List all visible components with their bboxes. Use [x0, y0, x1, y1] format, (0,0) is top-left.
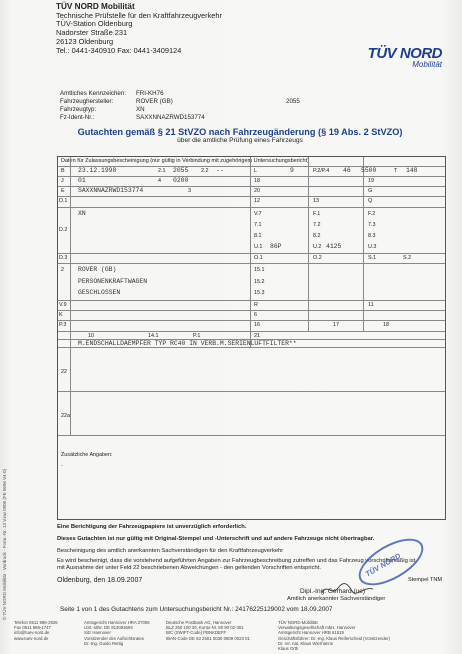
form-line	[58, 263, 445, 264]
form-line	[58, 176, 445, 177]
header-line: Technische Prüfstelle für den Kraftfahrzeugverkehr	[56, 10, 222, 20]
footer-line: Fax 0511 986-1747	[14, 625, 51, 631]
type-value: XN	[78, 210, 86, 217]
body-value: GESCHLOSSEN	[78, 289, 121, 296]
field-label: F.1	[313, 211, 321, 217]
class-value: PERSONENKRAFTWAGEN	[78, 278, 148, 285]
field-label: 20	[254, 188, 260, 194]
field-label: 16	[254, 322, 260, 328]
vehicle-value: SAXXNNAZRWD153774	[136, 114, 205, 121]
title-sub: über die amtliche Prüfung eines Fahrzeugs	[177, 137, 303, 144]
field-value: 9	[290, 167, 294, 174]
form-line	[58, 331, 445, 332]
header-line: TÜV-Station Oldenburg	[56, 19, 133, 29]
field-label: 18	[383, 322, 389, 328]
vehicle-extra: 2055	[286, 98, 300, 105]
field-label: P.3	[59, 322, 67, 328]
field-label: 14.1	[148, 333, 159, 339]
field-label: 11	[368, 302, 374, 308]
field-label: D.3	[59, 255, 68, 261]
form-line	[58, 320, 445, 321]
vehicle-value: ROVER (GB)	[136, 98, 173, 105]
vehicle-label: Fz-Ident-Nr.:	[60, 114, 95, 121]
form-line	[58, 391, 445, 392]
remark-22-value: M.ENDSCHALLDAEMPFER TYP RC40 IN VERB.M.SERIENLUFTFILTER**	[78, 340, 297, 347]
form-vline	[70, 157, 71, 435]
field-label: 7.1	[254, 222, 262, 228]
page-reference: Seite 1 von 1 des Gutachtens zum Untersuchungsbericht Nr.: 24176225129002 vom 18.09.2007	[60, 606, 333, 613]
berichtigung-text	[57, 524, 447, 531]
footer-line: BLZ 250 100 30, Konto-Nr. 80 90 02-301	[166, 625, 244, 631]
vehicle-info	[60, 90, 300, 122]
field-label: 4	[158, 178, 161, 184]
field-value: 01	[78, 177, 86, 184]
field-value: 0200	[173, 177, 189, 184]
footer-col-3	[166, 620, 250, 641]
field-label: 8.2	[313, 233, 321, 239]
vehicle-row	[60, 114, 300, 122]
footer-line: Dr. rer. nat. Klaus Wierhanns	[278, 640, 333, 646]
form-line	[58, 207, 445, 208]
form-vline	[363, 157, 364, 331]
field-value: 5500	[361, 167, 377, 174]
footer-col-2	[84, 620, 150, 646]
berichtigung: Eine Berichtigung der Fahrzeugpapiere ist unverzüglich erforderlich.	[57, 524, 247, 530]
footer-line: Geschäftsführer: Dr.-Ing. Klaus Reiferscheid (Vorsitzender)	[278, 635, 391, 641]
field-label: B	[61, 168, 65, 174]
field-label: S.1	[368, 255, 377, 261]
footer-line: BIC (SWIFT-Code) PBNKDEFF	[166, 630, 227, 636]
logo-mark: TÜV NORD	[367, 45, 442, 62]
field-label: 17	[333, 322, 339, 328]
manufacturer-value: ROVER (GB)	[78, 266, 117, 273]
logo-sub: Mobilität	[412, 60, 442, 69]
field-label: 7.3	[368, 222, 376, 228]
field-label: L	[254, 168, 257, 174]
footer-line: Amtsgericht Hannover HRA 27006	[84, 620, 150, 625]
form-line	[58, 347, 445, 348]
field-label: 6	[254, 312, 257, 318]
field-label: R	[254, 302, 258, 308]
footer-line: Sitz Hannover	[84, 630, 111, 636]
field-label: 18	[254, 178, 260, 184]
field-label: O.1	[254, 255, 263, 261]
footer-col-1	[14, 620, 58, 641]
form-vline	[250, 157, 251, 347]
form-line	[58, 196, 445, 197]
footer-line: info@tuev-nord.de	[14, 630, 50, 636]
vehicle-label: Fahrzeugtyp:	[60, 106, 97, 113]
footer-line: Vorsitzender des Aufsichtsrates	[84, 635, 144, 641]
field-value: 148	[406, 167, 418, 174]
vehicle-value: XN	[136, 106, 145, 113]
field-label: 21	[254, 333, 260, 339]
expert-title: Amtlich anerkannter Sachverständiger	[287, 596, 386, 602]
form-line	[58, 300, 445, 301]
field-label: 19	[368, 178, 374, 184]
field-label: K	[59, 312, 63, 318]
footer-line: Klaus Orth	[278, 646, 299, 652]
footer-col-4	[278, 620, 390, 651]
field-label: D.1	[59, 198, 68, 204]
field-label: 22	[61, 369, 67, 375]
field-label: 2.1	[158, 168, 166, 174]
vehicle-row	[60, 90, 300, 98]
header-org: TÜV NORD Mobilität	[56, 2, 135, 11]
field-value: 4125	[326, 243, 342, 250]
field-label: 8.1	[254, 233, 262, 239]
gueltig-text	[57, 536, 447, 543]
field-label: E	[61, 188, 65, 194]
footer-line: IBAN-Code DE 63 2501 0030 0809 0023 01	[166, 635, 250, 641]
field-label: F.2	[368, 211, 376, 217]
field-label: 13	[313, 198, 319, 204]
field-label: Q	[368, 198, 373, 204]
field-label: S.2	[403, 255, 412, 261]
field-label: 2.2	[201, 168, 209, 174]
header-line: Nadorster Straße 231	[56, 28, 128, 38]
vehicle-value: FRI-KH76	[136, 90, 164, 97]
expert-name: Dipl.-Ing. Gerhard (ue)	[300, 588, 366, 595]
field-label: O.2	[313, 255, 322, 261]
data-form	[57, 156, 446, 520]
vehicle-row	[60, 98, 300, 106]
field-label: D.2	[59, 227, 68, 233]
field-label: 12	[254, 198, 260, 204]
field-label: U.3	[368, 244, 377, 250]
form-line	[58, 253, 445, 254]
field-label: G	[368, 188, 373, 194]
footer-line: Dr.-Ing. Guido Rettig	[84, 640, 124, 646]
field-label: V.9	[59, 302, 67, 308]
header-line: 26123 Oldenburg	[56, 36, 114, 46]
field-label: 15.3	[254, 290, 265, 296]
footer-line: TÜV NORD Mobilität	[278, 620, 318, 625]
document-title	[60, 127, 420, 144]
vehicle-row	[60, 106, 300, 114]
field-label: U.1	[254, 244, 263, 250]
field-label: 3	[188, 188, 191, 194]
field-label: 10	[88, 333, 94, 339]
tuev-nord-logo	[368, 45, 442, 69]
form-line	[58, 435, 445, 436]
bescheinigt-text: Es wird bescheinigt, dass die vorstehend aufgeführten Angaben zur Fahrzeugbeschreibung zutreffen und das Fahrzeug vorschriftsmäßig ist, mit Ausnahme der unter Feld 22 beschriebenen Abweichungen - den geltenden Vorschriften entspricht.	[57, 558, 417, 572]
field-label: P.1	[193, 333, 201, 339]
signature	[320, 582, 375, 596]
header-line: Tel.: 0441-340910 Fax: 0441-3409124	[56, 45, 182, 55]
footer-line: Verwaltungsgesellschaft mbH, Hannover	[278, 625, 356, 631]
side-form-number: © TÜV NORD Mobilität · Vordruck · Form.-Nr. 13 V.nw 0906 (FE 0606 V4-0)	[2, 468, 7, 620]
gueltig: Dieses Gutachten ist nur gültig mit Original-Stempel und -Unterschrift und auf andere Fahrzeuge nicht übertragbar.	[57, 536, 375, 542]
field-value: 46	[343, 167, 351, 174]
footer-line: Telefon 0511 986-2926	[14, 620, 58, 625]
footer-line: Deutsche Postbank AG, Hannover	[166, 620, 232, 625]
field-label: 2	[61, 267, 64, 273]
field-value: 86P	[270, 243, 282, 250]
stempel-label: Stempel TNM	[408, 577, 443, 583]
field-label: 22a	[61, 413, 70, 419]
field-label: J	[61, 178, 64, 184]
field-label: P.2/P.4	[313, 168, 330, 174]
footer-line: Amtsgericht Hannover HRB 61519	[278, 630, 344, 636]
field-value: 23.12.1998	[78, 167, 117, 174]
title-main: Gutachten gemäß § 21 StVZO nach Fahrzeugänderung (§ 19 Abs. 2 StVZO)	[77, 127, 403, 137]
footer-line: USt.-IdNr. DE 813093694	[84, 625, 133, 631]
bescheinigung-text: Bescheinigung des amtlich anerkannten Sachverständigen für den Kraftfahrzeugverkehr	[57, 548, 284, 554]
vehicle-label: Amtliches Kennzeichen:	[60, 90, 127, 97]
field-label: 15.1	[254, 267, 265, 273]
form-line	[58, 310, 445, 311]
field-label: 8.3	[368, 233, 376, 239]
field-label: 15.2	[254, 279, 265, 285]
form-vline	[308, 157, 309, 331]
place-date: Oldenburg, den 18.09.2007	[57, 577, 143, 584]
field-label: U.2	[313, 244, 322, 250]
header-address	[56, 3, 222, 55]
field-label: T	[394, 168, 398, 174]
footer-line: www.tuev-nord.de	[14, 635, 49, 641]
field-value: --	[216, 167, 224, 174]
additional-info-label: Zusätzliche Angaben:	[61, 452, 113, 458]
field-value: 2055	[173, 167, 189, 174]
stamp-text: TÜV NORD	[363, 551, 403, 579]
field-label: 7.2	[313, 222, 321, 228]
vehicle-label: Fahrzeughersteller:	[60, 98, 114, 105]
field-value: SAXXNNAZRWD153774	[78, 187, 144, 194]
form-head: Daten für Zulassungsbescheinigung (nur gültig in Verbindung mit zugehörigem Untersuchungsbericht)	[61, 158, 309, 164]
additional-info-value: -	[61, 463, 63, 469]
field-label: V.7	[254, 211, 262, 217]
